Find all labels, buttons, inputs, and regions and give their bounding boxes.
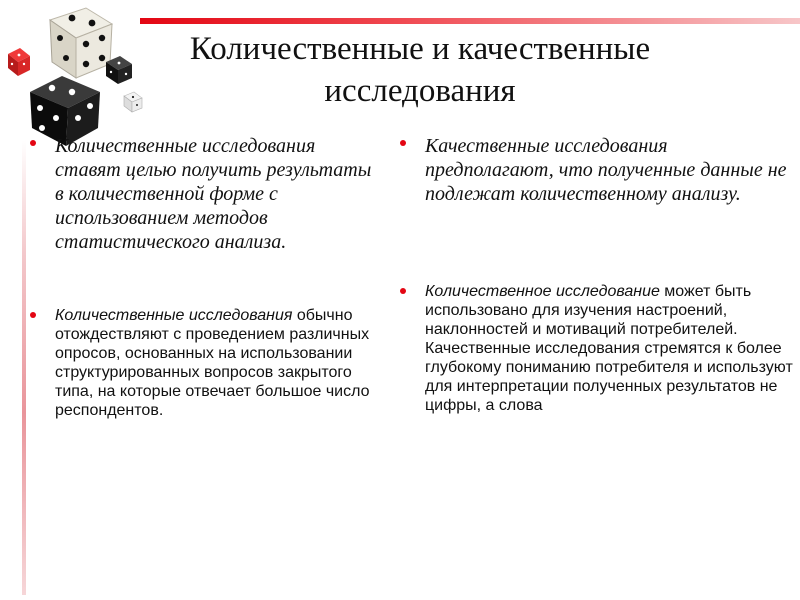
right-item-2-text: может быть использовано для изучения настроений, наклонностей и мотиваций потребителей. Качественные исследования стремятся к более глубокому пониманию потребителя и используют для интерпретации полученных результатов не цифры, а слова: [425, 283, 793, 414]
bullet-icon: [30, 140, 36, 146]
left-bullet-item-1: [30, 134, 378, 254]
left-item-2-text: обычно отождествляют с проведением различных опросов, основанных на использовании структурированных вопросов закрытого типа, на которые отвечает большое число респондентов.: [55, 307, 370, 419]
bullet-icon: [400, 288, 406, 294]
title-line-1: Количественные и качественные: [189, 31, 651, 67]
left-item-2-lead: Количественные исследования: [55, 307, 293, 324]
title-line-2: исследования: [324, 73, 516, 109]
left-item-1-text: Количественные исследования ставят целью получить результаты в количественной форме с использованием методов статистического анализа.: [55, 135, 372, 253]
right-bullet-item-2: [400, 282, 795, 415]
top-accent-rule: [140, 18, 800, 24]
right-column: [400, 134, 795, 415]
right-item-1-text: Качественные исследования предполагают, что полученные данные не подлежат количественному анализу.: [425, 135, 787, 205]
left-bullet-item-2: [30, 306, 378, 420]
right-bullet-item-1: [400, 134, 795, 206]
red-die-icon: [8, 48, 30, 76]
left-column: [30, 134, 378, 420]
bullet-icon: [30, 312, 36, 318]
bullet-icon: [400, 140, 406, 146]
slide-title: [100, 28, 740, 112]
right-item-2-lead: Количественное исследование: [425, 283, 660, 300]
left-accent-rule: [22, 140, 26, 595]
